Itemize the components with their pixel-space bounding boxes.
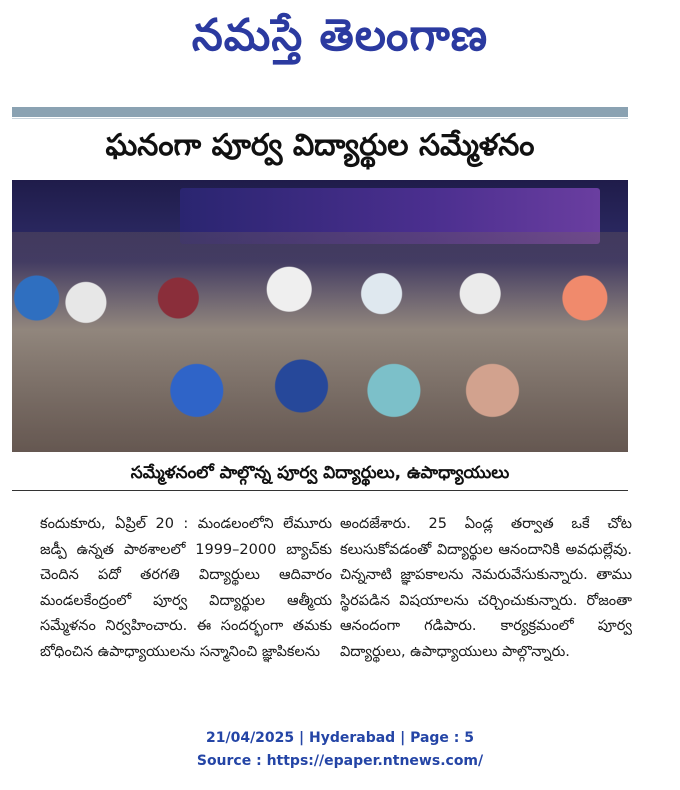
article-paragraph: కందుకూరు, ఏప్రిల్ 20 : మండలంలోని లేమూరు జడ్పీ ఉన్నత పాఠశాలలో 1999–2000 బ్యాచ్‌కు చెందిన పదో తరగతి విద్యార్థులు ఆదివారం మండలకేంద్రంలో పూర్వ విద్యార్థుల ఆత్మీయ సమ్మేళనం నిర్వహించారు. ఈ సందర్భంగా తమకు బోధించిన ఉపాధ్యాయులను సన్మానించి జ్ఞాపికలను: [40, 516, 332, 660]
photo-caption: సమ్మేళనంలో పాల్గొన్న పూర్వ విద్యార్థులు, ఉపాధ్యాయులు: [12, 456, 628, 491]
headline-rule: [12, 107, 628, 117]
article-headline: ఘనంగా పూర్వ విద్యార్థుల సమ్మేళనం: [105, 128, 535, 163]
newspaper-masthead: నమస్తే తెలంగాణ: [191, 10, 489, 61]
edition-dateline: 21/04/2025 | Hyderabad | Page : 5: [205, 730, 475, 746]
article-paragraph: అందజేశారు. 25 ఏండ్ల తర్వాత ఒకే చోట కలుసుకోవడంతో విద్యార్థుల ఆనందానికి అవధుల్లేవు. చిన్ననాటి జ్ఞాపకాలను నెమరువేసుకున్నారు. తాము స్థిరపడిన విషయాలను చర్చించుకున్నారు. రోజంతా ఆనందంగా గడిపారు. కార్యక్రమంలో పూర్వ విద్యార్థులు, ఉపాధ్యాయులు పాల్గొన్నారు.: [340, 516, 632, 660]
photo-group: [12, 232, 628, 452]
headline-rule-thin: [12, 118, 628, 119]
source-link[interactable]: Source : https://epaper.ntnews.com/: [196, 753, 484, 769]
article-photo: [12, 180, 628, 452]
article-column-left: [40, 512, 332, 666]
article-column-right: [340, 512, 632, 666]
